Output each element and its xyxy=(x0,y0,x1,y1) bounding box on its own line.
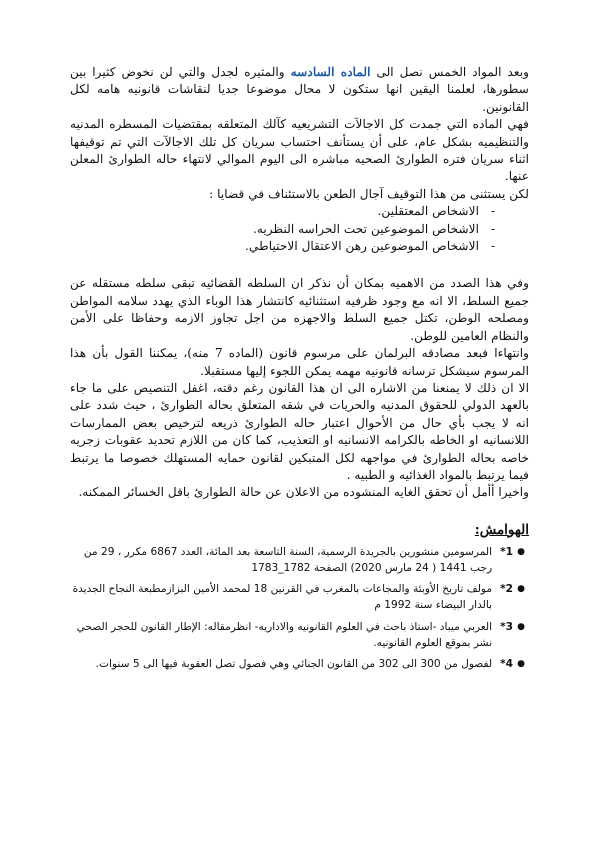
list-item xyxy=(70,221,507,238)
footnote-item xyxy=(70,581,529,613)
paragraph-6: الا ان ذلك لا يمنعنا من الاشاره الى ان هذا القانون رغم دقته، اغفل التنصيص على ما جاء بالعهد الدولي للحقوق المدنيه والحريات في شقه المتعلق بحاله الطوارئ ، حيث شدد على انه لا يجب بأي حال من الأحوال اعتبار حاله الطوارئ ذريعه لترخيص بعض الممارسات اللانسانيه او الخاطه بالكرامه الانسانيه او التعذيب، كما كان من اللازم تحديد عقوبات زجريه خاصه بحاله الطوارئ في مواجهه لكل المتبكين لقانون حمايه المستهلك خصوصا ما يرتبط فيما يرتبط بالمواد الغذائيه و الطبيه . xyxy=(70,380,529,482)
paragraph-2: فهي الماده التي جمدت كل الاجالآت التشريعيه كآلك المتعلقه بمقتضيات المسطره المدنيه والتنظيميه بشكل عام، على أن يستأنف احتساب سريان كل تلك الاجالآت التي تم توقيفها اثناء سريان فتره الطوارئ الصحيه مباشره الى اليوم الموالي لانتهاء حاله الطوارئ المعلن عنها. xyxy=(70,117,529,184)
dash-marker: - xyxy=(490,221,496,236)
dash-marker: - xyxy=(490,204,496,219)
paragraph-4: وفي هذا الصدد من الاهميه بمكان أن نذكر ان السلطه القضائيه تبقى سلطه مستقله عن جميع السلط، الا انه مع وجود ظرفيه استثنائيه كانتشار هذا الوباء الذي يهدد سلامه المواطن ومصلحه الوطن، تكتل جميع السلط والاجهزه من اجل تجاوز الازمه وحفاظا على الأمن والنظام العامين للوطن. xyxy=(70,276,529,343)
document-page xyxy=(70,64,529,677)
footnotes-list xyxy=(70,544,529,672)
paragraph-1-rest: والمثيره لجدل والتي لن نخوض كثيرا بين سطورها، لعلمنا اليقين انها ستكون لا محال موضوعا جديا لنقاشات قانونيه هامه لكل القانونين. xyxy=(70,65,529,114)
dash-marker: - xyxy=(490,239,496,254)
exception-text: الاشخاص المعتقلين. xyxy=(377,204,479,219)
footnote-item xyxy=(70,619,529,651)
footnote-number: 1* xyxy=(500,545,513,558)
list-item xyxy=(70,238,507,255)
footnote-number: 4* xyxy=(500,657,513,670)
footnote-number: 3* xyxy=(500,620,513,633)
exception-text: الاشخاص الموضوعين رهن الاعتقال الاحتياطي. xyxy=(245,239,479,254)
footnote-text: العربي ميباد -استاذ باحث في العلوم القانونيه والاداريه- انظرمقاله: الإطار القانون للحجر الصحي نشر بموقع العلوم القانونيه. xyxy=(76,620,493,649)
footnote-item xyxy=(70,544,529,576)
paragraph-3: لكن يستثنى من هذا التوقيف آجال الطعن بالاستئناف في قضايا : xyxy=(209,186,529,201)
paragraph-1-intro: وبعد المواد الخمس نصل الى xyxy=(376,65,530,79)
paragraph-7: واخيرا أأمل أن تحقق الغايه المنشوده من الاعلان عن حالة الطوارئ باقل الخسائر الممكنه. xyxy=(78,485,529,500)
exceptions-list xyxy=(70,203,529,255)
bullet-icon: ● xyxy=(517,546,525,557)
footnotes-heading: الهوامش: xyxy=(474,521,529,538)
footnote-text: المرسومين منشورين بالجريدة الرسمية، السنة التاسعة بعد المائة، العدد 6867 مكرر ، 29 من رجب 1441 ( 24 مارس 2020) الصفحة 1782_1783 xyxy=(83,545,493,574)
bullet-icon: ● xyxy=(517,584,525,595)
bullet-icon: ● xyxy=(517,621,525,632)
footnote-number: 2* xyxy=(500,583,513,596)
bullet-icon: ● xyxy=(517,658,525,669)
paragraph-5: وانتهاءا فبعد مصادقه البرلمان على مرسوم قانون (الماده 7 منه)، يمكننا القول بأن هذا المرسوم سيشكل ترسانه قانونيه مهمه يمكن اللجوء إليها مستقبلا. xyxy=(70,346,529,378)
list-item xyxy=(70,203,507,220)
paragraph-1 xyxy=(70,64,529,116)
footnote-item xyxy=(70,656,529,672)
article-six-highlight: الماده السادسه xyxy=(290,65,371,79)
footnote-text: لفصول من 300 الى 302 من القانون الجنائي وهي فصول تصل العقوبة فيها الى 5 سنوات. xyxy=(95,657,493,670)
exception-text: الاشخاص الموضوعين تحت الحراسه النظريه. xyxy=(252,221,479,236)
footnote-text: مولف تاريخ الأوبئة والمجاعات بالمغرب في القرنين 18 لمحمد الأمين البزازمطبعة النجاح الجديدة بالدار البيضاء سنة 1992 م xyxy=(72,583,493,612)
